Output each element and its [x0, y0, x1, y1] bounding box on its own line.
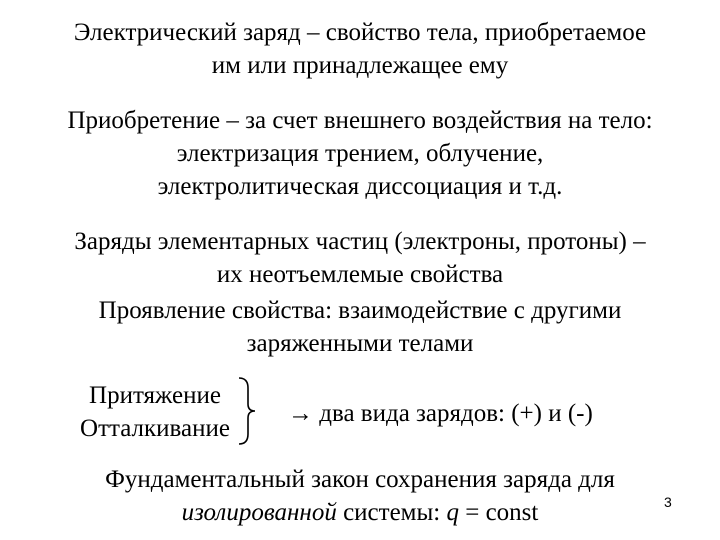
slide-number: 3 — [664, 494, 672, 510]
definition-block — [0, 16, 720, 82]
right-brace-icon — [236, 376, 258, 446]
conservation-line-1: Фундаментальный закон сохранения заряда для — [105, 466, 615, 493]
acquisition-line-3: электролитическая диссоциация и т.д. — [157, 173, 563, 200]
particles-line-1: Заряды элементарных частиц (электроны, протоны) – — [74, 228, 646, 255]
conservation-law-block — [0, 463, 720, 529]
particles-block — [0, 225, 720, 291]
acquisition-block — [0, 104, 720, 203]
manifestation-block — [0, 294, 720, 360]
charge-symbol: q — [446, 499, 459, 526]
const-text: = const — [458, 499, 539, 526]
charge-types-result: → два вида зарядов: (+) и (-) — [288, 400, 593, 427]
system-text: системы: — [336, 499, 447, 526]
manifestation-line-2: заряженными телами — [246, 330, 474, 357]
definition-line-2: им или принадлежащее ему — [211, 52, 509, 79]
attraction-label: Притяжение — [89, 382, 221, 409]
particles-line-2: их неотъемлемые свойства — [216, 261, 504, 288]
repulsion-label: Отталкивание — [80, 415, 230, 442]
definition-line-1: Электрический заряд – свойство тела, приобретаемое — [73, 19, 647, 46]
conservation-line-2 — [0, 496, 720, 529]
acquisition-line-2: электризация трением, облучение, — [176, 140, 544, 167]
interaction-types — [60, 379, 250, 445]
isolated-word: изолированной — [181, 499, 337, 526]
acquisition-line-1: Приобретение – за счет внешнего воздействия на тело: — [67, 107, 653, 134]
manifestation-line-1: Проявление свойства: взаимодействие с другими — [98, 297, 622, 324]
